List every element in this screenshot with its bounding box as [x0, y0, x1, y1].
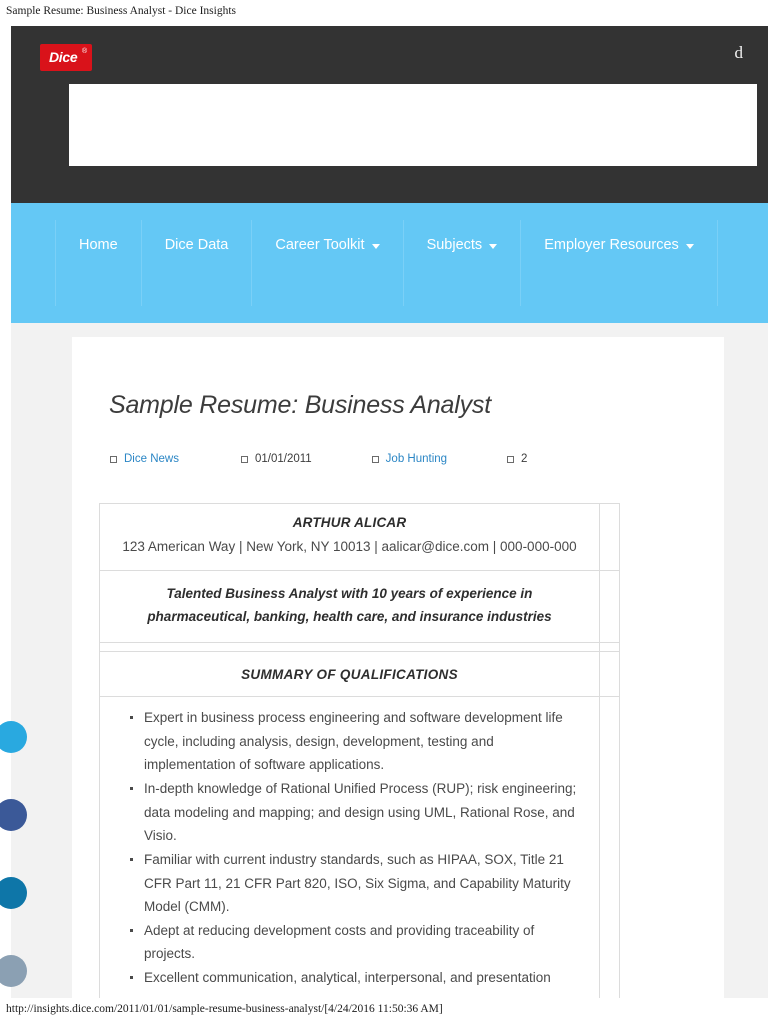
resume-side-cell: [600, 504, 620, 571]
meta-category-label: Dice News: [124, 453, 179, 465]
header-banner-slot: [69, 84, 757, 166]
site-masthead: [11, 26, 768, 203]
chevron-down-icon: [372, 244, 380, 249]
main-navigation: [11, 203, 768, 323]
nav-separator: [717, 220, 718, 306]
nav-item-dice-data[interactable]: [142, 220, 252, 270]
table-row: [100, 697, 620, 998]
masthead-right-glyph: d: [734, 43, 743, 62]
meta-topic-label: Job Hunting: [385, 453, 448, 465]
folder-icon: [110, 456, 117, 463]
resume-table: [99, 503, 620, 998]
meta-date-label: 01/01/2011: [254, 453, 312, 465]
meta-comments-count: 2: [521, 453, 528, 465]
resume-side-cell: [600, 697, 620, 998]
nav-items-container: [11, 203, 768, 323]
resume-bullets-cell: [100, 697, 600, 998]
dice-logo-text: Dice: [49, 49, 78, 65]
table-row: [100, 643, 620, 652]
list-item: In-depth knowledge of Rational Unified Process (RUP); risk engineering; data modeling and mapping; and design using UML, Rational Rose, and Visio.: [130, 777, 585, 848]
tag-icon: [372, 456, 379, 463]
meta-date: [241, 453, 312, 465]
meta-category[interactable]: [110, 453, 179, 465]
registered-mark-icon: ®: [82, 48, 88, 55]
resume-header-cell: [100, 504, 600, 571]
nav-item-career-toolkit[interactable]: [252, 220, 402, 270]
list-item: Familiar with current industry standards, such as HIPAA, SOX, Title 21 CFR Part 11, 21 CFR Part 820, ISO, Six Sigma, and Capability Maturity Model (CMM).: [130, 848, 585, 919]
resume-side-cell: [600, 571, 620, 643]
list-item: Adept at reducing development costs and providing traceability of projects.: [130, 919, 585, 966]
resume-side-cell: [600, 652, 620, 697]
table-row: [100, 571, 620, 643]
meta-comments[interactable]: [507, 453, 527, 465]
table-row: [100, 652, 620, 697]
social-share-rail: [11, 721, 43, 998]
article-card: [72, 337, 724, 998]
nav-item-label: Dice Data: [164, 237, 229, 253]
nav-item-label: Career Toolkit: [275, 237, 365, 253]
resume-name: ARTHUR ALICAR: [292, 515, 407, 530]
nav-item-employer-resources[interactable]: [521, 220, 717, 270]
calendar-icon: [241, 456, 248, 463]
chevron-down-icon: [686, 244, 694, 249]
share-button-share[interactable]: [0, 955, 27, 987]
nav-item-label: Subjects: [426, 237, 483, 253]
list-item: Excellent communication, analytical, interpersonal, and presentation: [130, 966, 585, 990]
page-body: [11, 323, 768, 998]
meta-topic[interactable]: [372, 453, 447, 465]
dice-logo[interactable]: [40, 44, 92, 71]
resume-tagline: Talented Business Analyst with 10 years of experience in pharmaceutical, banking, health care, and insurance industries: [100, 571, 600, 643]
nav-item-subjects[interactable]: [404, 220, 521, 270]
browser-status-bar: http://insights.dice.com/2011/01/01/sample-resume-business-analyst/[4/24/2016 11:50:36 AM]: [0, 998, 768, 1024]
nav-item-home[interactable]: [56, 220, 141, 270]
comment-icon: [507, 456, 514, 463]
resume-spacer-cell: [100, 643, 600, 652]
table-row: [100, 504, 620, 571]
share-button-linkedin[interactable]: [0, 877, 27, 909]
chevron-down-icon: [489, 244, 497, 249]
resume-side-cell: [600, 643, 620, 652]
nav-item-label: Employer Resources: [544, 237, 679, 253]
article-meta-row: [110, 453, 724, 465]
document-title-bar: Sample Resume: Business Analyst - Dice Insights: [6, 5, 236, 17]
page-title: Sample Resume: Business Analyst: [109, 391, 491, 419]
resume-contact: 123 American Way | New York, NY 10013 | aalicar@dice.com | 000-000-000: [122, 539, 577, 554]
share-button-twitter[interactable]: [0, 721, 27, 753]
page-frame: [0, 26, 768, 998]
share-button-facebook[interactable]: [0, 799, 27, 831]
qualifications-list: [100, 697, 599, 998]
resume-section-heading: SUMMARY OF QUALIFICATIONS: [100, 652, 600, 697]
list-item: Expert in business process engineering and software development life cycle, including analysis, design, development, testing and implementation of software applications.: [130, 706, 585, 777]
nav-item-label: Home: [79, 237, 118, 253]
